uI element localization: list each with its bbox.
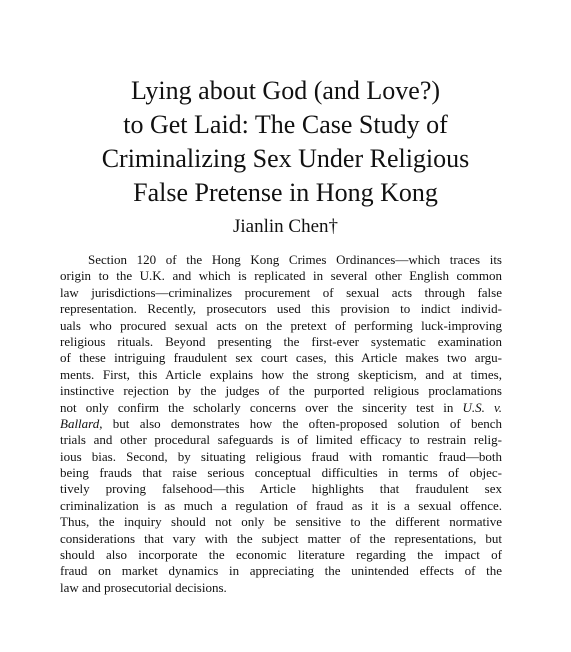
abstract-line-9: instinctive rejection by the judges of the purported religious proclamations xyxy=(60,383,502,399)
abstract-line-8: ments. First, this Article explains how the strong skepticism, and at times, xyxy=(60,366,502,382)
title-line-1: Lying about God (and Love?) xyxy=(130,76,441,105)
abstract-line-10-text: not only confirm the scholarly concerns over the sincerity test in xyxy=(60,399,454,415)
title-line-3: Criminalizing Sex Under Religious xyxy=(101,144,470,173)
paper-title xyxy=(40,74,531,210)
title-line-2: to Get Laid: The Case Study of xyxy=(123,110,448,139)
abstract-line-18: considerations that vary with the subject matter of the representations, but xyxy=(60,530,502,546)
abstract-line-20: fraud on market dynamics in appreciating the unintended effects of the xyxy=(60,563,502,579)
abstract-line-12: trials and other procedural safeguards is of limited efficacy to restrain relig- xyxy=(60,432,502,448)
abstract-line-5: uals who procured sexual acts on the pretext of performing luck-improving xyxy=(60,317,502,333)
author-name: Jianlin Chen† xyxy=(232,216,339,237)
abstract-line-4: representation. Recently, prosecutors used this provision to indict individ- xyxy=(60,301,502,317)
abstract-line-2: origin to the U.K. and which is replicated in several other English common xyxy=(60,268,502,284)
abstract-line-3: law jurisdictions—criminalizes procurement of sexual acts through false xyxy=(60,284,502,300)
abstract-line-15: tively proving falsehood—this Article highlights that fraudulent sex xyxy=(60,481,502,497)
abstract-line-19: should also incorporate the economic literature regarding the impact of xyxy=(60,547,502,563)
case-name-ballard: Ballard xyxy=(60,415,100,431)
abstract-line-14: being frauds that raise serious conceptual difficulties in terms of objec- xyxy=(60,465,502,481)
abstract-line-6: religious rituals. Beyond presenting the first-ever systematic examination xyxy=(60,333,502,349)
abstract-line-11 xyxy=(60,416,502,432)
abstract-line-13: ious bias. Second, by situating religious fraud with romantic fraud—both xyxy=(60,448,502,464)
case-name-us-v: U.S. v. xyxy=(462,399,502,415)
abstract-line-7: of these intriguing fraudulent sex court cases, this Article makes two argu- xyxy=(60,350,502,366)
abstract-line-21: law and prosecutorial decisions. xyxy=(60,579,227,595)
abstract-line-16: criminalization is as much a regulation of fraud as it is a sexual offence. xyxy=(60,497,502,513)
abstract-line-1: Section 120 of the Hong Kong Crimes Ordinances—which traces its xyxy=(88,252,502,267)
abstract-line-17: Thus, the inquiry should not only be sensitive to the different normative xyxy=(60,514,502,530)
abstract xyxy=(60,252,502,596)
title-line-4: False Pretense in Hong Kong xyxy=(133,178,438,207)
abstract-line-11-text: , but also demonstrates how the often-proposed solution of bench xyxy=(99,415,502,431)
abstract-line-10 xyxy=(60,400,502,416)
